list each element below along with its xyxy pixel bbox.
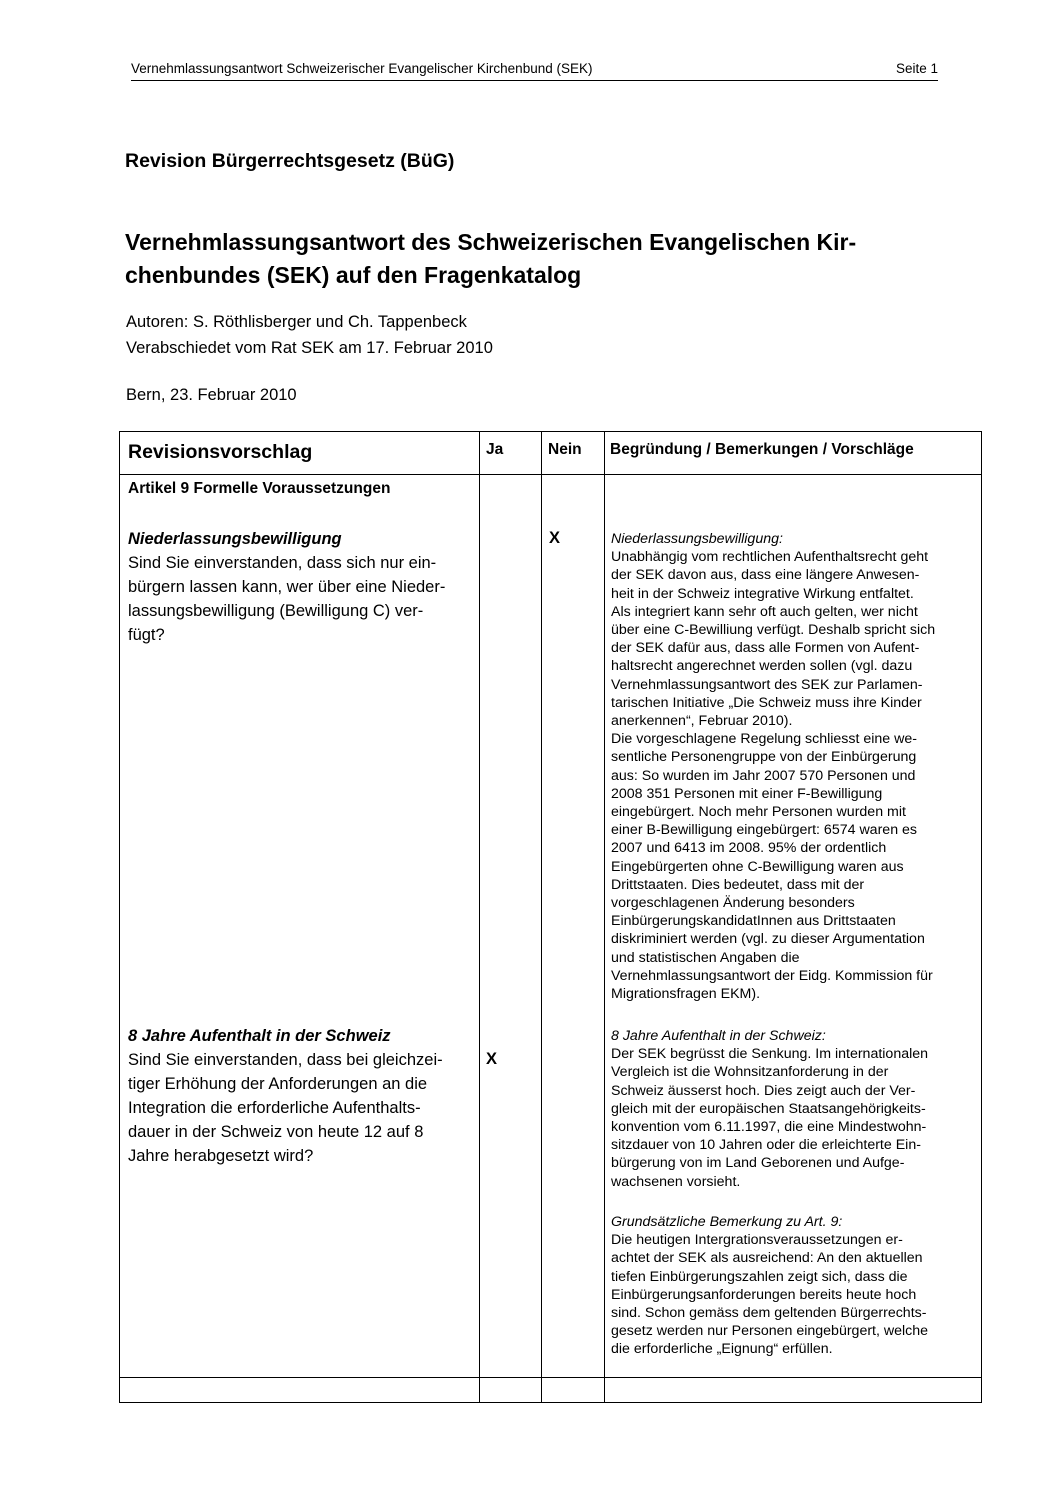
question-line: dauer in der Schweiz von heute 12 auf 8	[128, 1123, 424, 1141]
remark-line: tarischen Initiative „Die Schweiz muss ihre Kinder	[611, 694, 922, 711]
document-title-line-1: Vernehmlassungsantwort des Schweizerischen Evangelischen Kir-	[125, 229, 857, 255]
page-number: Seite 1	[895, 61, 938, 76]
article-heading: Artikel 9 Formelle Voraussetzungen	[128, 480, 391, 497]
remark-general	[611, 1213, 981, 1359]
remark-line: EinbürgerungskandidatInnen aus Drittstaaten	[611, 913, 896, 930]
question-permit	[128, 527, 468, 647]
answer-no-mark: X	[549, 529, 561, 547]
remark-line: Unabhängig vom rechtlichen Aufenthaltsrecht geht	[611, 549, 929, 566]
remark-line: der SEK dafür aus, dass alle Formen von Aufent-	[611, 640, 920, 657]
question-line: bürgern lassen kann, wer über eine Nieder-	[128, 578, 446, 596]
remark-line: aus: So wurden im Jahr 2007 570 Personen und	[611, 767, 916, 784]
authors: Autoren: S. Röthlisberger und Ch. Tappenbeck	[126, 313, 467, 331]
question-residence	[128, 1024, 468, 1168]
column-header-remarks: Begründung / Bemerkungen / Vorschläge	[610, 441, 914, 458]
remark-line: sentliche Personengruppe von der Einbürgerung	[611, 749, 917, 766]
remark-line: über eine C-Bewilliung verfügt. Deshalb spricht sich	[611, 622, 936, 639]
question-line: lassungsbewilligung (Bewilligung C) ver-	[128, 602, 424, 620]
remark-line: haltsrecht angerechnet werden sollen (vgl. dazu	[611, 658, 913, 675]
remark-body	[611, 1231, 981, 1358]
remark-line: tiefen Einbürgerungszahlen zeigt sich, dass die	[611, 1268, 908, 1285]
question-line: fügt?	[128, 626, 165, 644]
remark-title: 8 Jahre Aufenthalt in der Schweiz:	[611, 1028, 826, 1044]
remark-residence	[611, 1027, 981, 1191]
remark-line: wachsenen vorsieht.	[611, 1173, 741, 1190]
remark-line: vorgeschlagenen Änderung besonders	[611, 895, 855, 912]
remark-line: sind. Schon gemäss dem geltenden Bürgerrechts-	[611, 1305, 927, 1322]
question-line: Jahre herabgesetzt wird?	[128, 1147, 314, 1165]
remark-title: Niederlassungsbewilligung:	[611, 531, 783, 547]
remark-line: Eingebürgerten ohne C-Bewilligung waren aus	[611, 858, 904, 875]
remark-line: eingebürgert. Noch mehr Personen wurden mit	[611, 804, 906, 821]
answer-yes-mark: X	[486, 1050, 498, 1068]
remark-line: Drittstaaten. Dies bedeutet, dass mit der	[611, 876, 865, 893]
column-divider	[604, 432, 605, 1402]
document-date: Bern, 23. Februar 2010	[126, 386, 297, 404]
remark-line: Vernehmlassungsantwort des SEK zur Parlamen-	[611, 676, 923, 693]
approval-note: Verabschiedet vom Rat SEK am 17. Februar 2010	[126, 339, 493, 357]
questionnaire-table	[119, 431, 982, 1403]
remark-line: Der SEK begrüsst die Senkung. Im internationalen	[611, 1046, 929, 1063]
remark-line: Vergleich ist die Wohnsitzanforderung in der	[611, 1064, 889, 1081]
question-title: 8 Jahre Aufenthalt in der Schweiz	[128, 1027, 391, 1045]
remark-line: sitzdauer von 10 Jahren oder die erleichterte Ein-	[611, 1137, 921, 1154]
row-divider	[120, 1377, 981, 1378]
remark-line: 2008 351 Personen mit einer F-Bewilligung	[611, 785, 883, 802]
remark-line: diskriminiert werden (vgl. zu dieser Argumentation	[611, 931, 925, 948]
remark-line: der SEK davon aus, dass eine längere Anwesen-	[611, 567, 920, 584]
column-header-yes: Ja	[486, 441, 504, 458]
remark-line: Die vorgeschlagene Regelung schliesst eine we-	[611, 731, 917, 748]
remark-permit	[611, 530, 981, 1003]
remark-body	[611, 1045, 981, 1191]
remark-line: Die heutigen Intergrationsveraussetzungen er-	[611, 1232, 903, 1249]
column-header-no: Nein	[548, 441, 582, 458]
question-line: Sind Sie einverstanden, dass bei gleichzei-	[128, 1051, 443, 1069]
remark-body	[611, 548, 981, 1003]
document-title-line-2: chenbundes (SEK) auf den Fragenkatalog	[125, 262, 582, 288]
question-line: tiger Erhöhung der Anforderungen an die	[128, 1075, 428, 1093]
question-line: Integration die erforderliche Aufenthalts-	[128, 1099, 421, 1117]
remark-line: achtet der SEK als ausreichend: An den aktuellen	[611, 1250, 923, 1267]
question-title: Niederlassungsbewilligung	[128, 530, 342, 548]
column-divider	[541, 432, 542, 1402]
remark-line: gesetz werden nur Personen eingebürgert, welche	[611, 1323, 929, 1340]
running-header	[131, 61, 938, 81]
running-header-title: Vernehmlassungsantwort Schweizerischer Evangelischer Kirchenbund (SEK)	[131, 61, 593, 76]
remark-line: Als integriert kann sehr oft auch gelten, wer nicht	[611, 603, 918, 620]
remark-line: bürgerung von im Land Geborenen und Aufge-	[611, 1155, 905, 1172]
column-divider	[479, 432, 480, 1402]
remark-line: heit in der Schweiz integrative Wirkung entfaltet.	[611, 585, 914, 602]
remark-line: Schweiz äusserst hoch. Dies zeigt auch der Ver-	[611, 1082, 916, 1099]
document-subject: Revision Bürgerrechtsgesetz (BüG)	[125, 150, 455, 172]
remark-title: Grundsätzliche Bemerkung zu Art. 9:	[611, 1214, 843, 1230]
remark-line: gleich mit der europäischen Staatsangehörigkeits-	[611, 1100, 926, 1117]
remark-line: Vernehmlassungsantwort der Eidg. Kommission für	[611, 967, 933, 984]
remark-line: konvention vom 6.11.1997, die eine Mindestwohn-	[611, 1119, 927, 1136]
column-header-proposal: Revisionsvorschlag	[128, 441, 313, 463]
remark-line: und statistischen Angaben die	[611, 949, 800, 966]
remark-line: einer B-Bewilligung eingebürgert: 6574 waren es	[611, 822, 918, 839]
remark-line: 2007 und 6413 im 2008. 95% der ordentlich	[611, 840, 887, 857]
remark-line: anerkennen“, Februar 2010).	[611, 713, 793, 730]
question-line: Sind Sie einverstanden, dass sich nur ein-	[128, 554, 437, 572]
remark-line: Migrationsfragen EKM).	[611, 986, 761, 1003]
remark-line: Einbürgerungsanforderungen bereits heute hoch	[611, 1286, 917, 1303]
header-row-divider	[120, 474, 981, 475]
remark-line: die erforderliche „Eignung“ erfüllen.	[611, 1341, 833, 1358]
document-title	[125, 226, 945, 292]
